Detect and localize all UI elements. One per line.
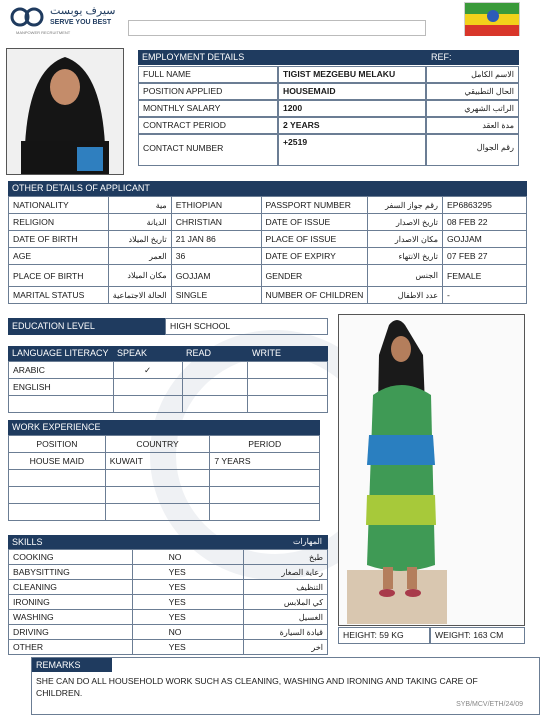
other-arabic-label: مكان الميلاد — [108, 265, 171, 287]
skill-arabic: اخر — [244, 640, 328, 655]
education-level-row — [8, 318, 328, 335]
other-value: GOJJAM — [442, 231, 526, 248]
employment-label: CONTACT NUMBER — [138, 134, 278, 166]
read-cell — [182, 362, 248, 379]
employment-row — [138, 117, 519, 134]
other-value: ETHIOPIAN — [171, 197, 261, 214]
other-arabic-label: الحالة الاجتماعية — [108, 287, 171, 304]
read-header: READ — [182, 346, 248, 361]
employment-label: POSITION APPLIED — [138, 83, 278, 100]
skill-value: NO — [132, 550, 244, 565]
employment-arabic-label: رقم الجوال — [426, 134, 519, 166]
measurements-row — [338, 627, 525, 644]
table-row — [9, 487, 320, 504]
table-row — [9, 265, 527, 287]
table-row — [9, 453, 320, 470]
table-row — [9, 197, 527, 214]
employment-row — [138, 83, 519, 100]
employment-arabic-label: الراتب الشهري — [426, 100, 519, 117]
table-row — [9, 565, 328, 580]
speak-check: ✓ — [113, 362, 182, 379]
other-details-header: OTHER DETAILS OF APPLICANT — [8, 181, 527, 196]
other-label: NATIONALITY — [9, 197, 109, 214]
ref-label: REF: — [431, 52, 452, 62]
remarks-text: SHE CAN DO ALL HOUSEHOLD WORK SUCH AS CLEANING, WASHING AND IRONING AND TAKING CARE OF CHILDREN. — [36, 676, 478, 698]
employment-arabic-label: الحال التطبيقي — [426, 83, 519, 100]
employment-value: 2 YEARS — [278, 117, 426, 134]
write-cell — [248, 379, 328, 396]
skills-title: SKILLS — [12, 537, 43, 547]
work-position: HOUSE MAID — [9, 453, 106, 470]
other-value: 36 — [171, 248, 261, 265]
other-arabic-label: رقم جواز السفر — [368, 197, 443, 214]
employment-row — [138, 134, 519, 166]
table-row — [9, 580, 328, 595]
other-arabic-label: تاريخ الاصدار — [368, 214, 443, 231]
other-label: DATE OF BIRTH — [9, 231, 109, 248]
position-header: POSITION — [9, 436, 106, 453]
other-label: DATE OF ISSUE — [261, 214, 368, 231]
other-value: - — [442, 287, 526, 304]
employment-value: +2519 — [278, 134, 426, 166]
other-label: PLACE OF ISSUE — [261, 231, 368, 248]
other-arabic-label: مية — [108, 197, 171, 214]
speak-check — [113, 379, 182, 396]
education-value: HIGH SCHOOL — [165, 318, 328, 335]
other-arabic-label: الجنس — [368, 265, 443, 287]
skill-value: YES — [132, 595, 244, 610]
logo-latin-text: SERVE YOU BEST — [50, 19, 112, 26]
logo-arabic-text: سيرف يوبست — [50, 5, 116, 17]
ethiopia-flag — [464, 2, 520, 36]
skills-header — [8, 535, 328, 549]
table-row — [9, 550, 328, 565]
reference-code: SYB/MCV/ETH/24/09 — [456, 701, 523, 708]
table-row — [9, 625, 328, 640]
employment-row — [138, 66, 519, 83]
work-country: KUWAIT — [105, 453, 210, 470]
skill-value: YES — [132, 640, 244, 655]
other-arabic-label: تاريخ الميلاد — [108, 231, 171, 248]
language-name: ARABIC — [9, 362, 114, 379]
other-arabic-label: العمر — [108, 248, 171, 265]
work-period: 7 YEARS — [210, 453, 320, 470]
skill-value: YES — [132, 610, 244, 625]
skills-section — [8, 535, 328, 655]
employment-header — [138, 50, 519, 65]
other-value: EP6863295 — [442, 197, 526, 214]
other-label: RELIGION — [9, 214, 109, 231]
skill-value: YES — [132, 565, 244, 580]
other-value: 08 FEB 22 — [442, 214, 526, 231]
table-row — [9, 214, 527, 231]
top-blank-field — [128, 20, 426, 36]
skill-name: COOKING — [9, 550, 133, 565]
employment-label: FULL NAME — [138, 66, 278, 83]
employment-value: TIGIST MEZGEBU MELAKU — [278, 66, 426, 83]
employment-row — [138, 100, 519, 117]
language-name: ENGLISH — [9, 379, 114, 396]
table-row — [9, 470, 320, 487]
skill-value: NO — [132, 625, 244, 640]
other-details-table — [8, 196, 527, 304]
table-row — [9, 231, 527, 248]
skill-name: IRONING — [9, 595, 133, 610]
employment-title: EMPLOYMENT DETAILS — [142, 52, 245, 62]
other-value: CHRISTIAN — [171, 214, 261, 231]
read-cell — [182, 379, 248, 396]
other-value: 07 FEB 27 — [442, 248, 526, 265]
skill-name: WASHING — [9, 610, 133, 625]
language-header: LANGUAGE LITERACY — [8, 346, 113, 361]
logo-sub-text: MANPOWER RECRUITMENT — [16, 30, 71, 35]
language-table — [8, 361, 328, 413]
other-label: MARITAL STATUS — [9, 287, 109, 304]
table-row — [9, 640, 328, 655]
skill-arabic: كي الملابس — [244, 595, 328, 610]
other-value: FEMALE — [442, 265, 526, 287]
period-header: PERIOD — [210, 436, 320, 453]
skill-name: DRIVING — [9, 625, 133, 640]
work-experience-header: WORK EXPERIENCE — [8, 420, 320, 435]
skill-arabic: رعاية الصغار — [244, 565, 328, 580]
table-row — [9, 248, 527, 265]
education-label: EDUCATION LEVEL — [8, 318, 165, 335]
employment-label: CONTRACT PERIOD — [138, 117, 278, 134]
employment-value: HOUSEMAID — [278, 83, 426, 100]
other-arabic-label: مكان الاصدار — [368, 231, 443, 248]
company-logo — [6, 4, 126, 34]
other-label: PASSPORT NUMBER — [261, 197, 368, 214]
table-header-row — [9, 436, 320, 453]
employment-value: 1200 — [278, 100, 426, 117]
height-value: HEIGHT: 59 KG — [338, 627, 430, 644]
remarks-header: REMARKS — [32, 658, 112, 672]
employment-arabic-label: الاسم الكامل — [426, 66, 519, 83]
table-row — [9, 504, 320, 521]
applicant-full-body-photo — [338, 314, 525, 626]
other-label: PLACE OF BIRTH — [9, 265, 109, 287]
table-row — [9, 362, 328, 379]
skills-table — [8, 549, 328, 655]
skill-value: YES — [132, 580, 244, 595]
other-arabic-label: تاريخ الانتهاء — [368, 248, 443, 265]
employment-arabic-label: مدة العقد — [426, 117, 519, 134]
other-label: DATE OF EXPIRY — [261, 248, 368, 265]
other-value: 21 JAN 86 — [171, 231, 261, 248]
skills-title-arabic: المهارات — [292, 537, 322, 546]
work-experience-section — [8, 420, 320, 521]
other-value: SINGLE — [171, 287, 261, 304]
write-header: WRITE — [248, 346, 328, 361]
language-header-row — [8, 346, 328, 361]
speak-header: SPEAK — [113, 346, 182, 361]
work-table — [8, 435, 320, 521]
employment-label: MONTHLY SALARY — [138, 100, 278, 117]
skill-arabic: قيادة السيارة — [244, 625, 328, 640]
other-label: NUMBER OF CHILDREN — [261, 287, 368, 304]
other-arabic-label: الديانة — [108, 214, 171, 231]
other-label: AGE — [9, 248, 109, 265]
other-details-section — [8, 181, 527, 304]
skill-name: CLEANING — [9, 580, 133, 595]
other-arabic-label: عدد الاطفال — [368, 287, 443, 304]
other-value: GOJJAM — [171, 265, 261, 287]
table-row — [9, 287, 527, 304]
weight-value: WEIGHT: 163 CM — [430, 627, 525, 644]
employment-details-section — [138, 50, 519, 176]
remarks-section — [31, 657, 540, 715]
applicant-portrait-photo — [6, 48, 124, 175]
table-row — [9, 396, 328, 413]
skill-arabic: طبخ — [244, 550, 328, 565]
language-literacy-section — [8, 346, 328, 413]
skill-name: BABYSITTING — [9, 565, 133, 580]
country-header: COUNTRY — [105, 436, 210, 453]
table-row — [9, 595, 328, 610]
skill-arabic: التنظيف — [244, 580, 328, 595]
skill-name: OTHER — [9, 640, 133, 655]
other-label: GENDER — [261, 265, 368, 287]
write-cell — [248, 362, 328, 379]
skill-arabic: الغسيل — [244, 610, 328, 625]
table-row — [9, 610, 328, 625]
table-row — [9, 379, 328, 396]
